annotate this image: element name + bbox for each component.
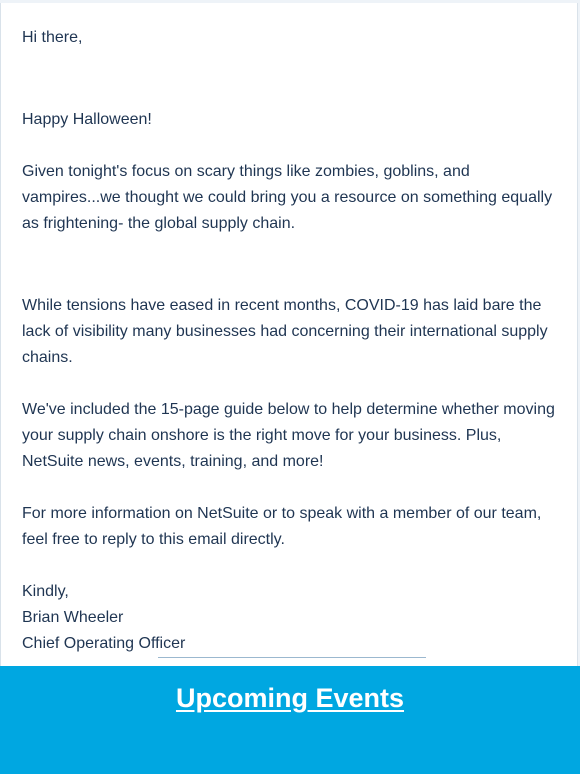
email-body bbox=[22, 25, 562, 657]
intro-paragraph: Given tonight's focus on scary things like zombies, goblins, and vampires...we thought we could bring you a resource on something equally as frightening- the global supply chain. bbox=[22, 163, 553, 232]
upcoming-events-banner bbox=[0, 666, 580, 774]
section-divider bbox=[158, 657, 426, 658]
covid-paragraph: While tensions have eased in recent months, COVID-19 has laid bare the lack of visibility many businesses had concerning their international supply chains. bbox=[22, 297, 548, 366]
signoff-text: Kindly, bbox=[22, 583, 69, 600]
contact-paragraph: For more information on NetSuite or to speak with a member of our team, feel free to reply to this email directly. bbox=[22, 505, 542, 548]
signature-block bbox=[22, 579, 562, 657]
holiday-text: Happy Halloween! bbox=[22, 111, 152, 128]
greeting-text: Hi there, bbox=[22, 29, 83, 46]
email-card bbox=[0, 3, 578, 774]
sender-name: Brian Wheeler bbox=[22, 609, 124, 626]
sender-title: Chief Operating Officer bbox=[22, 635, 186, 652]
upcoming-events-link[interactable]: Upcoming Events bbox=[175, 683, 405, 713]
guide-paragraph: We've included the 15-page guide below to help determine whether moving your supply chain onshore is the right move for your business. Plus, NetSuite news, events, training, and more! bbox=[22, 401, 555, 470]
